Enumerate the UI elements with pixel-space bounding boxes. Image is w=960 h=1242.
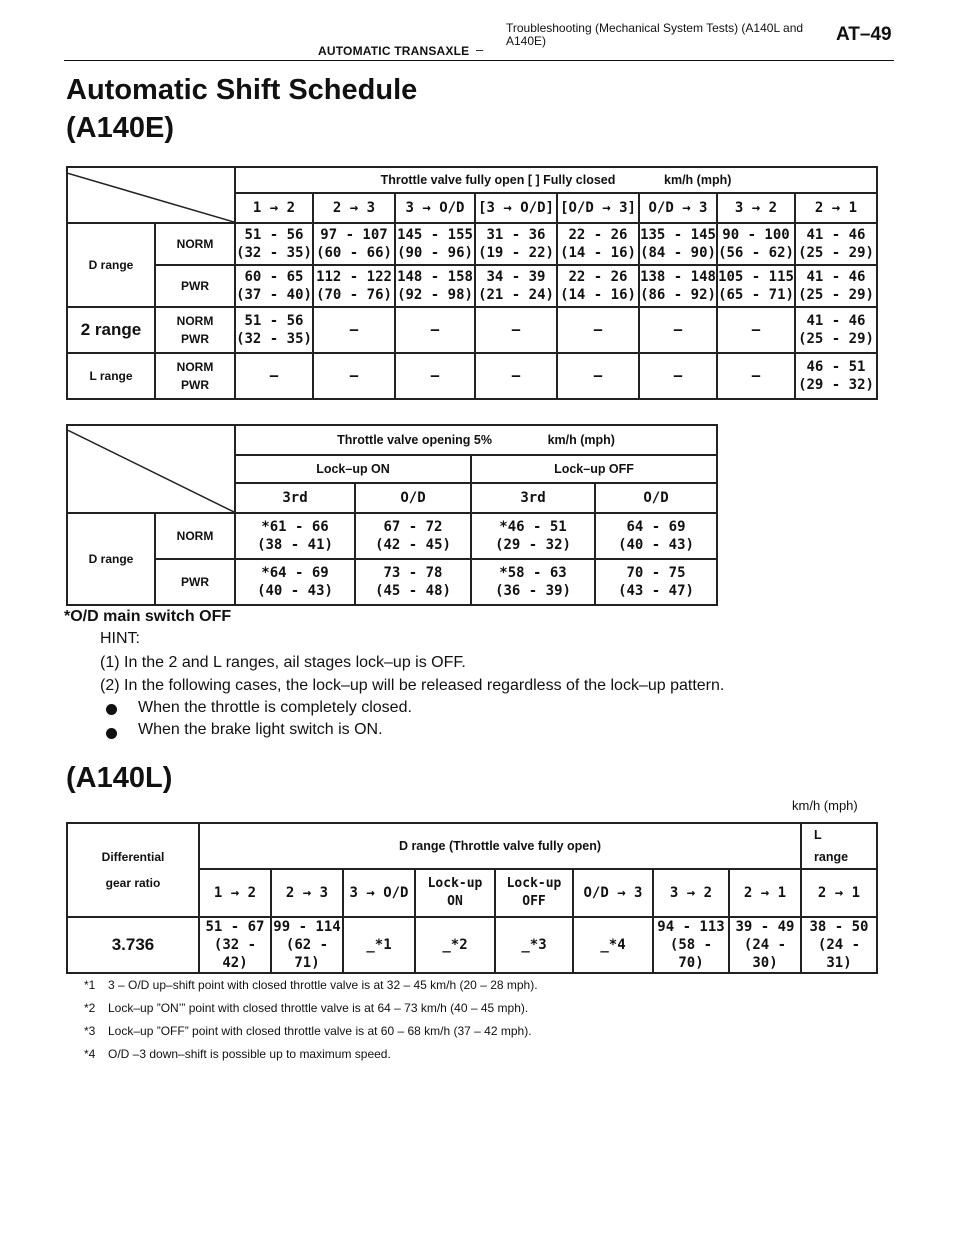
table-cell: – <box>475 307 557 353</box>
lockup-on-header: Lock–up ON <box>235 455 471 483</box>
a140e-heading: (A140E) <box>66 112 174 144</box>
table-cell: *58 - 63 (36 - 39) <box>471 559 595 605</box>
table-cell: 38 - 50 (24 - 31) <box>801 917 877 973</box>
bullet-text: When the throttle is completely closed. <box>138 699 412 716</box>
table-cell: _*1 <box>343 917 415 973</box>
table-cell: 39 - 49 (24 - 30) <box>729 917 801 973</box>
table-cell: 70 - 75 (43 - 47) <box>595 559 717 605</box>
column-header: 1 → 2 <box>235 193 313 223</box>
a140l-heading: (A140L) <box>66 762 173 794</box>
bullet-icon <box>106 728 117 739</box>
table-cell: 94 - 113 (58 - 70) <box>653 917 729 973</box>
header-subtitle: Troubleshooting (Mechanical System Tests) (A140L and A140E) <box>506 21 804 48</box>
bullet-text: When the brake light switch is ON. <box>138 721 383 738</box>
column-header: O/D <box>595 483 717 513</box>
table-cell: 46 - 51 (29 - 32) <box>795 353 877 399</box>
hint-item: (2) In the following cases, the lock–up will be released regardless of the lock–up pattern. <box>100 677 725 694</box>
table-row <box>67 917 877 973</box>
table-cell: _*3 <box>495 917 573 973</box>
column-header: 3 → O/D <box>395 193 475 223</box>
page-title: Automatic Shift Schedule <box>66 74 418 106</box>
footnote: *1 3 – O/D up–shift point with closed throttle valve is at 32 – 45 km/h (20 – 28 mph). <box>84 978 538 992</box>
table-cell: 34 - 39 (21 - 24) <box>475 265 557 307</box>
table-cell: – <box>557 307 639 353</box>
range-label: D range <box>67 223 155 307</box>
mode-label: NORM PWR <box>155 353 235 399</box>
table-cell: – <box>235 353 313 399</box>
table-cell: _*4 <box>573 917 653 973</box>
column-header: 2 → 3 <box>313 193 395 223</box>
range-label: D range <box>67 513 155 605</box>
range-label: L range <box>67 353 155 399</box>
mode-label: NORM PWR <box>155 307 235 353</box>
table-cell: *46 - 51 (29 - 32) <box>471 513 595 559</box>
table-row <box>67 513 717 559</box>
l-range-header: L range <box>801 823 877 869</box>
gear-ratio-header: Differential gear ratio <box>67 823 199 917</box>
column-header: [O/D → 3] <box>557 193 639 223</box>
mode-label: NORM <box>155 513 235 559</box>
column-header: Lock-up ON <box>415 869 495 917</box>
table-row <box>67 223 877 265</box>
unit-label: km/h (mph) <box>792 798 858 813</box>
column-header: [3 → O/D] <box>475 193 557 223</box>
column-header: 3 → 2 <box>653 869 729 917</box>
column-header: O/D <box>355 483 471 513</box>
table-cell: 31 - 36 (19 - 22) <box>475 223 557 265</box>
table-cell: 97 - 107 (60 - 66) <box>313 223 395 265</box>
column-header: 2 → 1 <box>801 869 877 917</box>
table-cell: – <box>395 353 475 399</box>
table-caption: Throttle valve opening 5% km/h (mph) <box>235 425 717 455</box>
table-cell: – <box>717 353 795 399</box>
table-cell: – <box>475 353 557 399</box>
table-row <box>67 265 877 307</box>
table-cell: _*2 <box>415 917 495 973</box>
lockup-off-header: Lock–up OFF <box>471 455 717 483</box>
footnote: *2 Lock–up ”ON’” point with closed throttle valve is at 64 – 73 km/h (40 – 45 mph). <box>84 1001 529 1015</box>
column-header: 2 → 1 <box>795 193 877 223</box>
table-cell: 51 - 56 (32 - 35) <box>235 307 313 353</box>
table-cell: 90 - 100 (56 - 62) <box>717 223 795 265</box>
table-cell: 73 - 78 (45 - 48) <box>355 559 471 605</box>
table-row <box>67 353 877 399</box>
table-cell: 41 - 46 (25 - 29) <box>795 265 877 307</box>
gear-ratio-value: 3.736 <box>67 917 199 973</box>
header-rule <box>64 60 894 61</box>
table-caption: Throttle valve fully open [ ] Fully closed km/h (mph) <box>235 167 877 193</box>
column-header: O/D → 3 <box>639 193 717 223</box>
column-header: O/D → 3 <box>573 869 653 917</box>
table-cell: 145 - 155 (90 - 96) <box>395 223 475 265</box>
table-cell: 135 - 145 (84 - 90) <box>639 223 717 265</box>
column-header: 3 → 2 <box>717 193 795 223</box>
table-corner <box>67 425 235 513</box>
mode-label: PWR <box>155 265 235 307</box>
table-cell: 51 - 67 (32 - 42) <box>199 917 271 973</box>
table-cell: *64 - 69 (40 - 43) <box>235 559 355 605</box>
column-header: Lock-up OFF <box>495 869 573 917</box>
header-section: AUTOMATIC TRANSAXLE <box>318 44 470 58</box>
range-label: 2 range <box>67 307 155 353</box>
table-cell: – <box>395 307 475 353</box>
mode-label: PWR <box>155 559 235 605</box>
page-number: AT–49 <box>836 24 892 45</box>
table-cell: 22 - 26 (14 - 16) <box>557 265 639 307</box>
table-cell: *61 - 66 (38 - 41) <box>235 513 355 559</box>
table-cell: 41 - 46 (25 - 29) <box>795 223 877 265</box>
table-row <box>67 307 877 353</box>
table-row <box>67 559 717 605</box>
table-cell: 60 - 65 (37 - 40) <box>235 265 313 307</box>
a140e-shift-table <box>66 166 878 400</box>
table-cell: 67 - 72 (42 - 45) <box>355 513 471 559</box>
mode-label: NORM <box>155 223 235 265</box>
table-cell: – <box>639 307 717 353</box>
header-dash: – <box>476 42 484 57</box>
hint-item: (1) In the 2 and L ranges, ail stages lock–up is OFF. <box>100 654 466 671</box>
table-cell: 148 - 158 (92 - 98) <box>395 265 475 307</box>
table-cell: 99 - 114 (62 - 71) <box>271 917 343 973</box>
table-corner <box>67 167 235 223</box>
od-switch-note: *O/D main switch OFF <box>64 608 232 625</box>
table-cell: – <box>717 307 795 353</box>
table-cell: – <box>313 353 395 399</box>
table-cell: – <box>639 353 717 399</box>
table-cell: 112 - 122 (70 - 76) <box>313 265 395 307</box>
table-cell: – <box>313 307 395 353</box>
column-header: 1 → 2 <box>199 869 271 917</box>
table-cell: 22 - 26 (14 - 16) <box>557 223 639 265</box>
column-header: 3rd <box>235 483 355 513</box>
column-header: 2 → 3 <box>271 869 343 917</box>
table-cell: 105 - 115 (65 - 71) <box>717 265 795 307</box>
column-header: 3 → O/D <box>343 869 415 917</box>
a140e-lockup-table <box>66 424 718 606</box>
footnote: *4 O/D –3 down–shift is possible up to maximum speed. <box>84 1047 391 1061</box>
table-cell: 64 - 69 (40 - 43) <box>595 513 717 559</box>
table-cell: 51 - 56 (32 - 35) <box>235 223 313 265</box>
table-cell: – <box>557 353 639 399</box>
table-cell: 138 - 148 (86 - 92) <box>639 265 717 307</box>
table-cell: 41 - 46 (25 - 29) <box>795 307 877 353</box>
column-header: 2 → 1 <box>729 869 801 917</box>
bullet-icon <box>106 704 117 715</box>
column-header: 3rd <box>471 483 595 513</box>
a140l-shift-table <box>66 822 878 974</box>
footnote: *3 Lock–up ”OFF” point with closed throttle valve is at 60 – 68 km/h (37 – 42 mph). <box>84 1024 532 1038</box>
hint-label: HINT: <box>100 630 140 647</box>
d-range-header: D range (Throttle valve fully open) <box>199 823 801 869</box>
